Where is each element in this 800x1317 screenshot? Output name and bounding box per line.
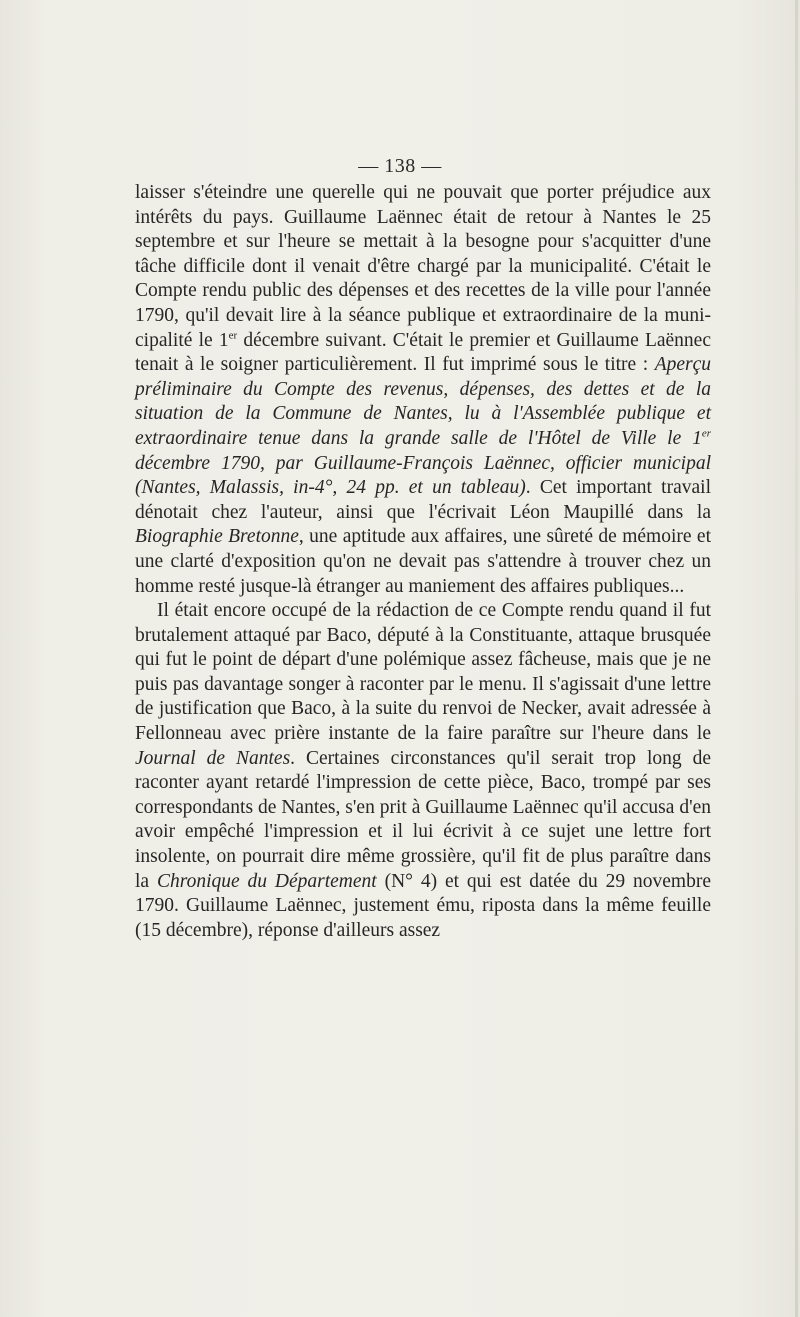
paragraph-1-text-b: décembre suivant. C'était le premier et Guillaume Laënnec tenait à le soigner particulièrement. Il fut imprimé sous le titre : [135, 329, 711, 376]
ordinal-superscript-italic: er [701, 427, 711, 440]
paragraph-2-text-c: (N° 4) et qui est datée du 29 novembre 1790. Guillaume Laënnec, justement ému, riposta dans la même feuille (15 décembre), réponse d'ailleurs assez [135, 870, 712, 941]
paragraph-2 [135, 599, 711, 943]
paragraph-2-text-b: . Certaines circonstances qu'il serait trop long de raconter ayant retardé l'impression de cette pièce, Baco, trompé par ses correspondants de Nantes, s'en prit à Guillaume Laënnec qu'il accusa d'en avoir empêché l'impression et il lui écrivit à ce sujet une lettre fort insolente, on pourrait dire même grossière, qu'il fit de plus paraître dans la [135, 747, 712, 892]
journal-de-nantes-italic: Journal de Nantes [135, 747, 291, 769]
biographie-bretonne-italic: Biographie Bretonne [135, 526, 299, 548]
body-text [135, 181, 711, 943]
ordinal-superscript: er [228, 329, 238, 342]
page-number: — 138 — [358, 155, 442, 177]
paragraph-2-text-a: Il était encore occupé de la rédaction de ce Compte rendu quand il fut brutalement attaqué par Baco, député à la Constituante, attaque brusquée qui fut le point de départ d'une polémique assez fâcheuse, mais que je ne puis pas davantage songer à raconter par le menu. Il s'agissait d'une lettre de justification que Baco, à la suite du renvoi de Necker, avait adressée à Fellonneau avec prière instante de la faire paraître sur l'heure dans le [135, 600, 711, 745]
publication-title-italic-continued: décembre 1790, par Guillaume-François Laënnec, officier municipal (Nantes, Malassis, in-4°, 24 pp. et un tableau) [135, 452, 711, 499]
paragraph-1-text-d: , une aptitude aux affaires, une sûreté de mémoire et une clarté d'exposition qu'on ne devait pas s'attendre à trouver chez un homme resté jusque-là étranger au maniement des affaires publiques... [135, 526, 711, 597]
paragraph-1 [135, 181, 711, 599]
publication-title-italic: Aperçu préliminaire du Compte des revenus, dépenses, des dettes et de la situation de la Commune de Nantes, lu à l'Assemblée publique et extraordinaire tenue dans la grande salle de l'Hôtel de Ville le 1 [135, 354, 711, 449]
chronique-italic: Chronique du Département [156, 870, 377, 892]
paragraph-1-text-a: laisser s'éteindre une querelle qui ne pouvait que porter préjudice aux intérêts du pays. Guillaume Laënnec était de retour à Nantes le 25 septembre et sur l'heure se mettait à la besogne pour s'acquitter d'une tâche difficile dont il venait d'être chargé par la municipalité. C'était le Compte rendu public des dépenses et des recettes de la ville pour l'année 1790, qu'il devait lire à la séance publique et extraordinaire de la municipalité le 1 [135, 182, 711, 351]
paragraph-1-text-c: . Cet important travail dénotait chez l'auteur, ainsi que l'écrivait Léon Maupillé dans la [135, 477, 711, 523]
page-edge-shadow [795, 0, 798, 1317]
